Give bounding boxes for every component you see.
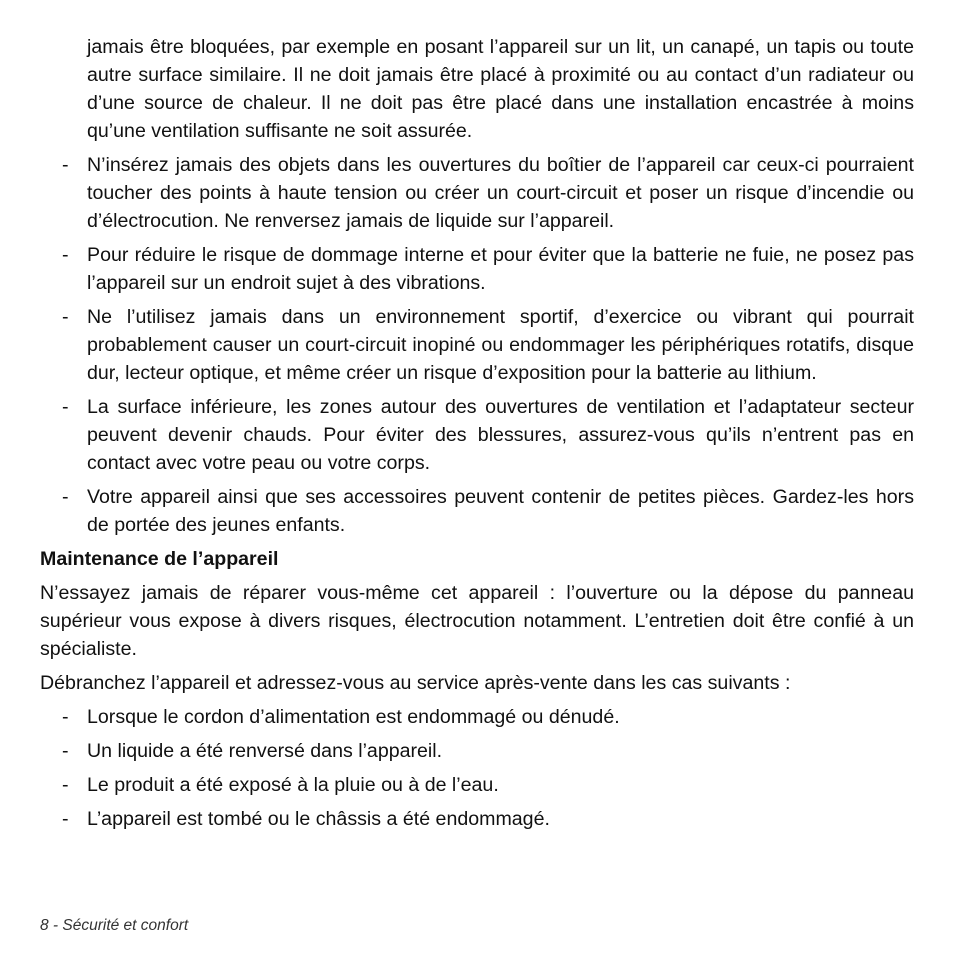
page-footer: 8 - Sécurité et confort [40, 917, 189, 934]
bullet-text: Un liquide a été renversé dans l’appareil. [87, 740, 443, 762]
list-item [40, 483, 914, 539]
bullet-text: N’insérez jamais des objets dans les ouvertures du boîtier de l’appareil car ceux-ci pourraient toucher des points à haute tension ou créer un court-circuit et poser un risque d’incendie ou d’électrocution. Ne renversez jamais de liquide sur l’appareil. [87, 154, 914, 232]
dash-marker: - [62, 306, 69, 328]
dash-marker: - [62, 740, 69, 762]
list-item [40, 241, 914, 297]
continuation-paragraph: jamais être bloquées, par exemple en posant l’appareil sur un lit, un canapé, un tapis ou toute autre surface similaire. Il ne doit jamais être placé à proximité ou au contact d’un radiateur ou d’une source de chaleur. Il ne doit pas être placé dans une installation encastrée à moins qu’une ventilation suffisante ne soit assurée. [87, 36, 914, 142]
bullet-text: La surface inférieure, les zones autour des ouvertures de ventilation et l’adaptateur secteur peuvent devenir chauds. Pour éviter des blessures, assurez-vous qu’ils n’entrent pas en contact avec votre peau ou votre corps. [87, 396, 914, 474]
dash-marker: - [62, 774, 69, 796]
bullet-text: Ne l’utilisez jamais dans un environnement sportif, d’exercice ou vibrant qui pourrait probablement causer un court-circuit inopiné ou endommager les périphériques rotatifs, disque dur, lecteur optique, et même créer un risque d’exposition pour la batterie au lithium. [87, 306, 914, 384]
list-item [40, 805, 914, 833]
maintenance-paragraph: N’essayez jamais de réparer vous-même cet appareil : l’ouverture ou la dépose du panneau supérieur vous expose à divers risques, électrocution notamment. L’entretien doit être confié à un spécialiste. [40, 582, 914, 660]
section-heading: Maintenance de l’appareil [40, 548, 279, 570]
dash-marker: - [62, 808, 69, 830]
list-item [40, 703, 914, 731]
bullet-text: Votre appareil ainsi que ses accessoires peuvent contenir de petites pièces. Gardez-les hors de portée des jeunes enfants. [87, 486, 914, 536]
bullet-text: L’appareil est tombé ou le châssis a été endommagé. [87, 808, 550, 830]
bullet-text: Pour réduire le risque de dommage interne et pour éviter que la batterie ne fuie, ne posez pas l’appareil sur un endroit sujet à des vibrations. [87, 244, 914, 294]
service-paragraph: Débranchez l’appareil et adressez-vous au service après-vente dans les cas suivants : [40, 672, 791, 694]
list-item [40, 151, 914, 235]
bullet-text: Lorsque le cordon d’alimentation est endommagé ou dénudé. [87, 706, 620, 728]
dash-marker: - [62, 396, 69, 418]
list-item [40, 303, 914, 387]
safety-bullet-list [40, 151, 914, 539]
dash-marker: - [62, 244, 69, 266]
list-item [40, 393, 914, 477]
list-item [40, 737, 914, 765]
page-content [40, 33, 914, 839]
list-item [40, 771, 914, 799]
bullet-text: Le produit a été exposé à la pluie ou à de l’eau. [87, 774, 499, 796]
dash-marker: - [62, 706, 69, 728]
dash-marker: - [62, 486, 69, 508]
dash-marker: - [62, 154, 69, 176]
service-cases-list [40, 703, 914, 833]
